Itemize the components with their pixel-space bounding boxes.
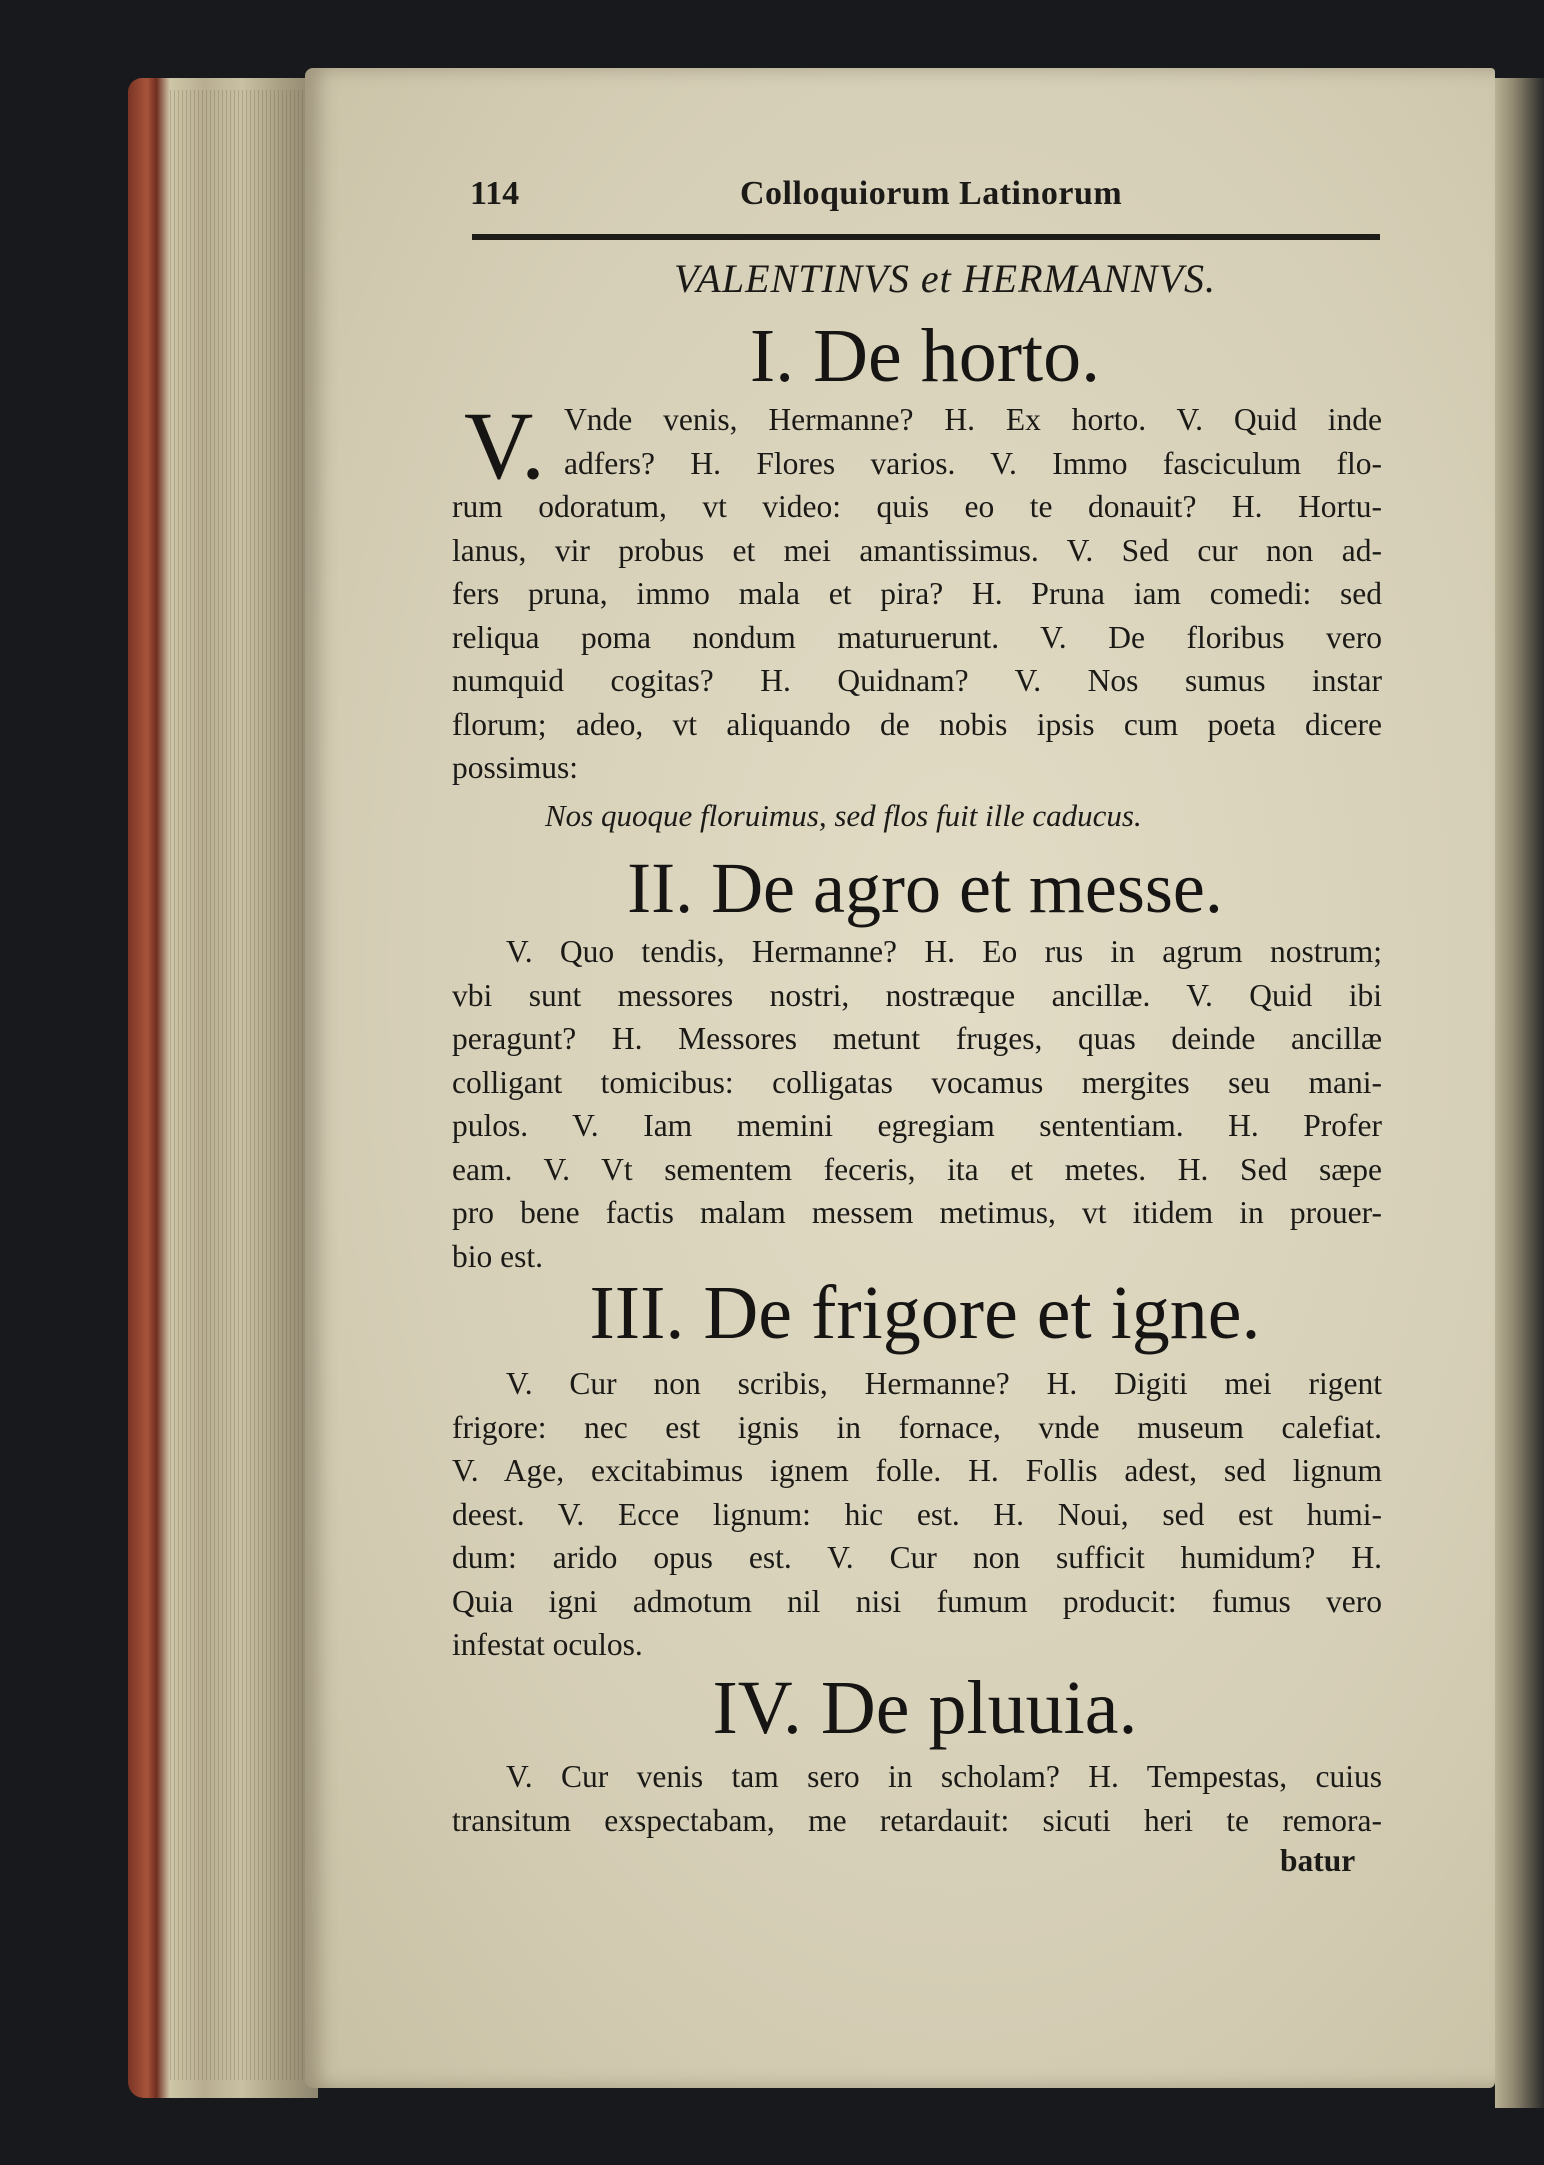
section-title-4: IV. De pluuia.	[712, 1666, 1138, 1750]
text-line: reliqua poma nondum maturuerunt. V. De floribus vero	[452, 619, 1382, 655]
text-line: florum; adeo, vt aliquando de nobis ipsis cum poeta dicere	[452, 706, 1382, 742]
text-line: V. Cur non scribis, Hermanne? H. Digiti mei rigent	[506, 1366, 1382, 1401]
text-line: V. Quo tendis, Hermanne? H. Eo rus in agrum nostrum;	[506, 934, 1382, 969]
header-rule	[472, 234, 1380, 240]
drop-capital: V.	[464, 392, 545, 499]
text-line: rum odoratum, vt video: quis eo te donauit? H. Hortu-	[452, 489, 1382, 524]
section-title-3: III. De frigore et igne.	[589, 1271, 1261, 1355]
text-line: frigore: nec est ignis in fornace, vnde museum calefiat.	[452, 1409, 1382, 1445]
text-line: adfers? H. Flores varios. V. Immo fasciculum flo-	[564, 445, 1382, 481]
text-line: eam. V. Vt sementem feceris, ita et metes. H. Sed sæpe	[452, 1151, 1382, 1187]
text-line: peragunt? H. Messores metunt fruges, quas deinde ancillæ	[452, 1021, 1382, 1056]
text-line: V. Cur venis tam sero in scholam? H. Tempestas, cuius	[506, 1759, 1382, 1794]
section-2-text	[452, 930, 1382, 1278]
text-line: transitum exspectabam, me retardauit: sicuti heri te remora-	[452, 1802, 1382, 1838]
section-title-1: I. De horto.	[749, 314, 1101, 398]
text-line: lanus, vir probus et mei amantissimus. V. Sed cur non ad-	[452, 532, 1382, 568]
text-line: vbi sunt messores nostri, nostræque ancillæ. V. Quid ibi	[452, 977, 1382, 1013]
verse-quotation: Nos quoque floruimus, sed flos fuit ille caducus.	[545, 798, 1142, 833]
page-number: 114	[470, 175, 520, 212]
section-1-text	[452, 392, 1382, 790]
section-4-text	[452, 1755, 1382, 1842]
text-line: pulos. V. Iam memini egregiam sententiam. H. Profer	[452, 1108, 1382, 1143]
page-stack	[170, 90, 310, 2080]
text-line: Vnde venis, Hermanne? H. Ex horto. V. Quid inde	[564, 402, 1382, 437]
text-line: pro bene factis malam messem metimus, vt itidem in prouer-	[452, 1195, 1382, 1230]
running-head: Colloquiorum Latinorum	[740, 175, 1123, 212]
text-line: infestat oculos.	[452, 1627, 643, 1662]
interlocutors-heading: VALENTINVS et HERMANNVS.	[673, 256, 1217, 301]
page-header	[470, 175, 1380, 225]
text-line: colligant tomicibus: colligatas vocamus mergites seu mani-	[452, 1064, 1382, 1100]
text-line: V. Age, excitabimus ignem folle. H. Follis adest, sed lignum	[452, 1453, 1382, 1488]
text-line: fers pruna, immo mala et pira? H. Pruna iam comedi: sed	[452, 576, 1382, 611]
text-line: bio est.	[452, 1238, 543, 1274]
section-title-2: II. De agro et messe.	[627, 848, 1223, 928]
catchword: batur	[1280, 1843, 1356, 1878]
text-line: deest. V. Ecce lignum: hic est. H. Noui, sed est humi-	[452, 1496, 1382, 1532]
facing-page-edge	[1495, 78, 1544, 2108]
text-line: possimus:	[452, 750, 579, 785]
section-3-text	[452, 1362, 1382, 1667]
text-line: dum: arido opus est. V. Cur non sufficit humidum? H.	[452, 1540, 1382, 1575]
text-line: Quia igni admotum nil nisi fumum producit: fumus vero	[452, 1583, 1382, 1619]
text-line: numquid cogitas? H. Quidnam? V. Nos sumus instar	[452, 663, 1382, 698]
